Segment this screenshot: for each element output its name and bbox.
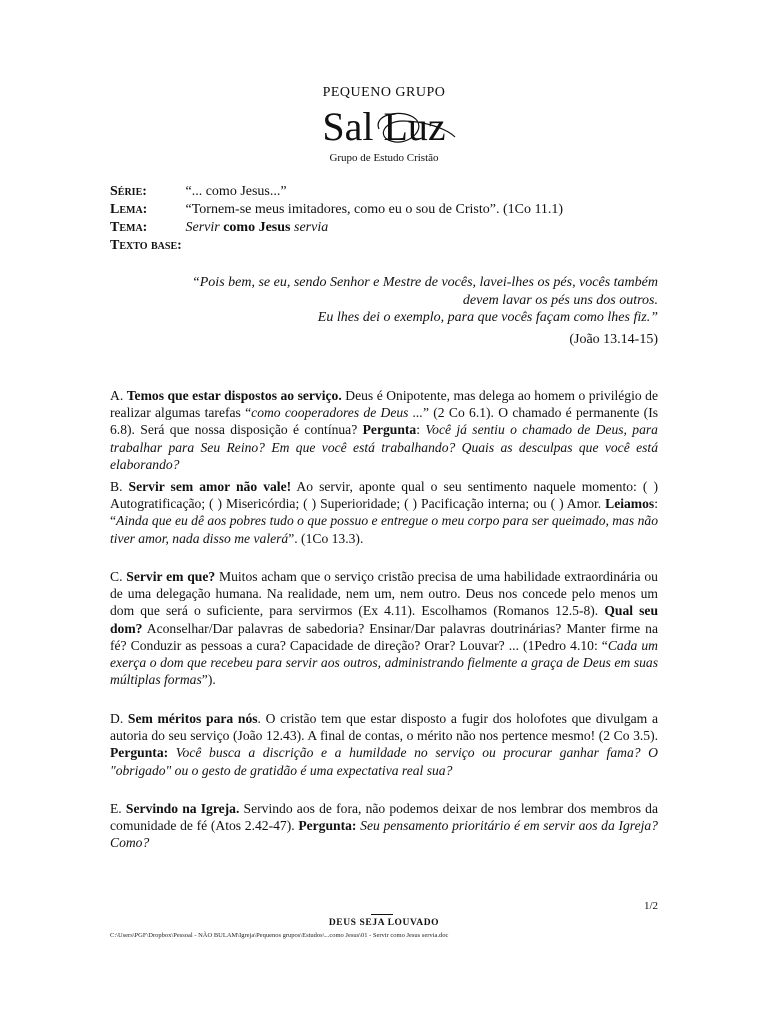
section-d-title: Sem méritos para nós [127, 711, 258, 726]
footer-title: DEUS SEJA LOUVADO [328, 918, 440, 928]
section-a-pergunta: Pergunta [362, 422, 417, 438]
logo-luz-wrap [383, 103, 445, 151]
section-c-qual-seu-dom: Qual seu dom? [110, 603, 658, 636]
section-c-text-3: ”). [201, 672, 216, 688]
section-d-text-2 [168, 745, 176, 760]
section-a-text-3: : [416, 422, 426, 438]
quote-line-1: “Pois bem, se eu, sendo Senhor e Mestre de vocês, lavei-lhes os pés, vocês também [191, 275, 658, 290]
lema-key: Lema: [110, 202, 148, 217]
section-d [110, 710, 658, 779]
logo-sal: Sal [322, 104, 374, 149]
quote-line-3: Eu lhes dei o exemplo, para que vocês façam como lhes fiz.” [317, 310, 658, 325]
lema-row [110, 201, 563, 219]
tema-part-1: Servir [185, 220, 220, 235]
lema-value: “Tornem-se meus imitadores, como eu o sou de Cristo”. (1Co 11.1) [185, 202, 564, 217]
tema-part-2: como Jesus [223, 220, 291, 235]
section-c-text-2: Aconselhar/Dar palavras de sabedoria? Ensinar/Dar palavras doutrinárias? Manter firme na fé? Conduzir as pessoas a cura? Capacidade de direção? Orar? Louvar? ... (1Pedro 4.10: “ [110, 620, 658, 653]
page-number: 1/2 [643, 900, 658, 912]
section-b-leiamos: Leiamos [605, 496, 655, 512]
group-subtitle: Grupo de Estudo Cristão [329, 152, 439, 164]
tema-part-3: servia [294, 220, 329, 235]
section-e-label: E. [110, 801, 122, 816]
section-c-label: C. [110, 569, 123, 584]
serie-row [110, 183, 287, 201]
section-b-quote: Ainda que eu dê aos pobres tudo o que possuo e entregue o meu corpo para ser queimado, mas não tiver amor, nada disso me valerá [110, 513, 658, 546]
section-a-question: Você já sentiu o chamado de Deus, para trabalhar para Seu Reino? Em que você está trabalhando? Quais as desculpas que você está elaborando? [110, 422, 658, 472]
quote-reference: (João 13.14-15) [569, 332, 658, 347]
section-a-label: A. [110, 388, 124, 403]
section-a [110, 387, 658, 473]
section-b [110, 478, 658, 547]
footer-file-path: C:\Users\PGF\Dropbox\Pessoal - NÃO BULAM\Igreja\Pequenos grupos\Estudos\...como Jesus\01 - Servir como Jesus servia.doc [110, 932, 449, 939]
section-d-text-1: . O cristão tem que estar disposto a fugir dos holofotes que divulgam a autoria do seu serviço (João 12.43). A final de contas, o mérito não nos pertence mesmo! (2 Co 3.5). [110, 711, 658, 744]
section-b-text-3: ”. (1Co 13.3). [288, 530, 364, 546]
group-heading: PEQUENO GRUPO [322, 85, 446, 100]
section-e-text-1: Servindo aos de fora, não podemos deixar de nos lembrar dos membros da comunidade de fé (Atos 2.42-47). [110, 801, 658, 834]
section-d-pergunta: Pergunta: [110, 745, 169, 761]
section-a-italic-1: como cooperadores de Deus ... [251, 405, 423, 421]
section-c-quote: Cada um exerça o dom que recebeu para servir aos outros, administrando fielmente a graça de Deus em suas múltiplas formas [110, 637, 658, 688]
serie-value: “... como Jesus...” [185, 184, 287, 199]
section-a-title: Temos que estar dispostos ao serviço. [126, 388, 342, 403]
serie-key: Série: [110, 184, 147, 199]
tema-key: Tema: [110, 220, 148, 235]
section-e-question: Seu pensamento prioritário é em servir aos da Igreja? Como? [110, 818, 658, 851]
section-b-title: Servir sem amor não vale! [128, 479, 292, 494]
section-e [110, 800, 658, 852]
footer-divider [371, 914, 393, 915]
section-c-text-1: Muitos acham que o serviço cristão precisa de uma habilidade extraordinária ou de uma delegação humana. Na realidade, nem um, nem outro. Deus nos concede pelo menos um dom que será o suficiente, para servirmos (Ex 4.11). Escolhamos (Romanos 12.5-8). [110, 569, 658, 619]
logo-luz: Luz [383, 104, 446, 149]
section-b-text-1: Ao servir, aponte qual o seu sentimento naquele momento: ( ) Autogratificação; ( ) Misericórdia; ( ) Superioridade; ( ) Pacificação interna; ou ( ) Amor. [110, 479, 658, 512]
section-e-pergunta: Pergunta: [298, 818, 357, 834]
logo-swirl-icon [369, 107, 459, 151]
texto-base-row [110, 237, 182, 255]
section-b-text-2: : “ [110, 496, 658, 529]
section-c [110, 568, 658, 688]
section-d-label: D. [110, 711, 124, 726]
texto-base-key: Texto base: [110, 238, 182, 253]
section-a-text-2: ” (2 Co 6.1). O chamado é permanente (Is 6.8). Será que nossa disposição é contínua? [110, 405, 659, 438]
section-a-text-1: Deus é Onipotente, mas delega ao homem o privilégio de realizar algumas tarefas “ [110, 388, 658, 421]
tema-row [110, 219, 328, 237]
section-c-title: Servir em que? [126, 569, 216, 584]
quote-line-2: devem lavar os pés uns dos outros. [462, 293, 658, 308]
section-e-title: Servindo na Igreja. [125, 801, 240, 816]
section-d-question: Você busca a discrição e a humildade no serviço ou procurar ganhar fama? O "obrigado" ou o gesto de gratidão é uma expectativa real sua? [110, 745, 658, 778]
sal-luz-logo [0, 103, 768, 151]
section-b-label: B. [110, 479, 123, 494]
